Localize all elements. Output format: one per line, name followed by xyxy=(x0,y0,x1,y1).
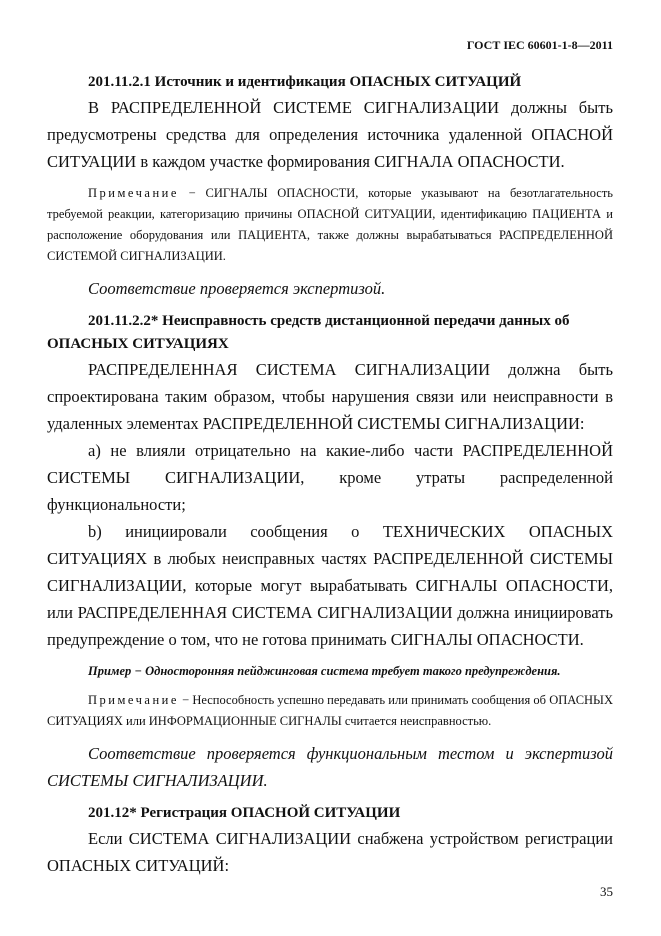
note-text: − СИГНАЛЫ ОПАСНОСТИ, которые указывают на безотлагательность требуемой реакции, категоризацию причины ОПАСНОЙ СИТУАЦИИ, идентификацию ПАЦИЕНТА и расположение оборудования или ПАЦИЕНТА, также должны вырабатываться РАСПРЕДЕЛЕННОЙ СИСТЕМОЙ СИГНАЛИЗАЦИИ. xyxy=(47,186,613,263)
note-block-1 xyxy=(47,183,613,267)
page-number: 35 xyxy=(600,884,613,899)
document-page xyxy=(47,38,613,879)
standard-code-header: ГОСТ IEC 60601-1-8—2011 xyxy=(466,38,613,52)
paragraph-source-identification: В РАСПРЕДЕЛЕННОЙ СИСТЕМЕ СИГНАЛИЗАЦИИ должны быть предусмотрены средства для определения источника удаленной ОПАСНОЙ СИТУАЦИИ в каждом участке формирования СИГНАЛА ОПАСНОСТИ. xyxy=(47,98,613,171)
note-label: Примечание xyxy=(88,186,179,200)
note-label: Примечание xyxy=(88,693,179,707)
section-heading-201-12: 201.12* Регистрация ОПАСНОЙ СИТУАЦИИ xyxy=(88,805,401,821)
list-item-b: b) инициировали сообщения о ТЕХНИЧЕСКИХ ОПАСНЫХ СИТУАЦИЯХ в любых неисправных частях РАСПРЕДЕЛЕННОЙ СИСТЕМЫ СИГНАЛИЗАЦИИ, которые могут вырабатывать СИГНАЛЫ ОПАСНОСТИ, или РАСПРЕДЕЛЕННАЯ СИСТЕМА СИГНАЛИЗАЦИИ должна инициировать предупреждение о том, что не готова принимать СИГНАЛЫ ОПАСНОСТИ. xyxy=(47,522,613,649)
section-heading-201-11-2-1: 201.11.2.1 Источник и идентификация ОПАСНЫХ СИТУАЦИЙ xyxy=(88,74,522,90)
section-heading-201-11-2-2: 201.11.2.2* Неисправность средств дистанционной передачи данных об ОПАСНЫХ СИТУАЦИЯХ xyxy=(47,313,570,352)
note-block-2 xyxy=(47,690,613,732)
paragraph-alarm-logging: Если СИСТЕМА СИГНАЛИЗАЦИИ снабжена устройством регистрации ОПАСНЫХ СИТУАЦИЙ: xyxy=(47,829,613,875)
compliance-statement-2: Соответствие проверяется функциональным тестом и экспертизой СИСТЕМЫ СИГНАЛИЗАЦИИ. xyxy=(47,744,613,790)
example-text: Пример − Односторонняя пейджинговая система требует такого предупреждения. xyxy=(88,664,561,678)
list-item-a: a) не влияли отрицательно на какие-либо части РАСПРЕДЕЛЕННОЙ СИСТЕМЫ СИГНАЛИЗАЦИИ, кроме утраты распределенной функциональности; xyxy=(47,441,613,514)
note-text: − Неспособность успешно передавать или принимать сообщения об ОПАСНЫХ СИТУАЦИЯХ или ИНФОРМАЦИОННЫЕ СИГНАЛЫ считается неисправностью. xyxy=(47,693,613,728)
paragraph-remote-failure: РАСПРЕДЕЛЕННАЯ СИСТЕМА СИГНАЛИЗАЦИИ должна быть спроектирована таким образом, чтобы нарушения связи или неисправности в удаленных элементах РАСПРЕДЕЛЕННОЙ СИСТЕМЫ СИГНАЛИЗАЦИИ: xyxy=(47,360,613,433)
compliance-statement-1: Соответствие проверяется экспертизой. xyxy=(88,279,386,298)
